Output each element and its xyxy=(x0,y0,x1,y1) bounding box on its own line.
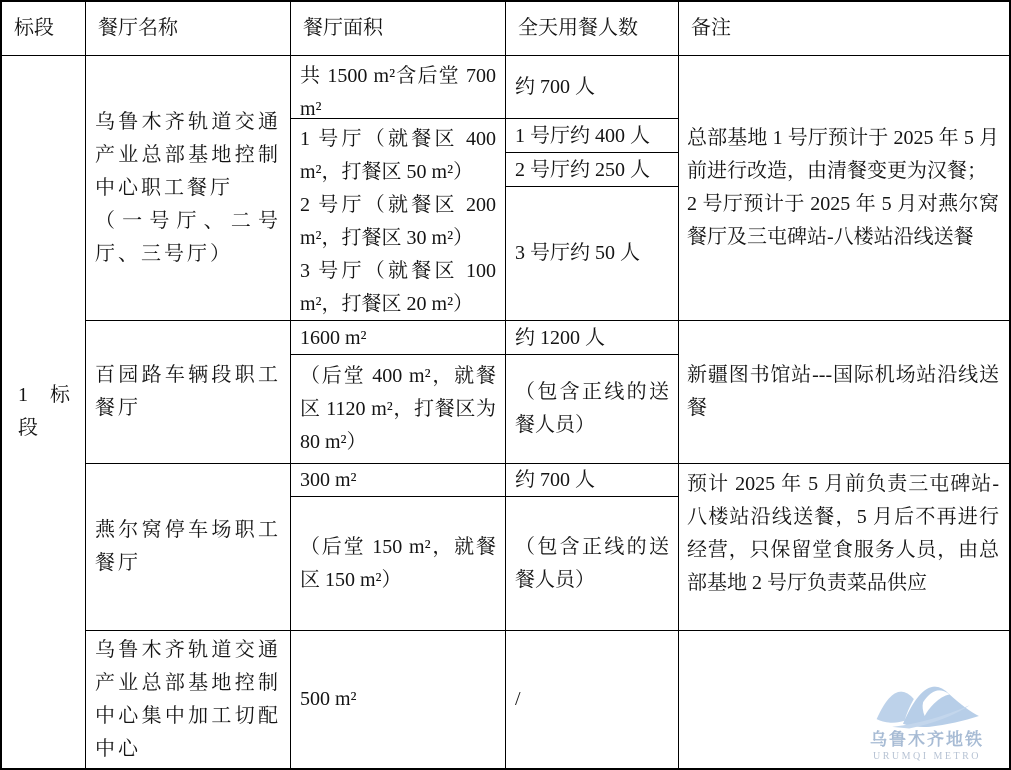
row2-diners-total-cell xyxy=(506,321,679,355)
row1-remark-p1: 总部基地 1 号厅预计于 2025 年 5 月前进行改造，由清餐变更为汉餐； xyxy=(687,127,999,182)
row2-name: 百园路车辆段职工餐厅 xyxy=(95,364,281,419)
row3-remarks-cell xyxy=(679,464,1009,631)
row4-diners-total: / xyxy=(515,688,521,710)
row1-remarks-cell xyxy=(679,56,1009,321)
row2-diners-detail: （包含正线的送餐人员） xyxy=(515,381,669,436)
row3-diners-total-cell xyxy=(506,464,679,497)
row3-diners-detail-cell xyxy=(506,497,679,631)
row3-area-total: 300 m² xyxy=(300,468,357,491)
row3-name: 燕尔窝停车场职工餐厅 xyxy=(95,519,281,574)
section-1-cell xyxy=(2,56,86,768)
row1-remark-p2: 2 号厅预计于 2025 年 5 月对燕尔窝餐厅及三屯碑站-八楼站沿线送餐 xyxy=(687,193,999,248)
row3-diners-detail: （包含正线的送餐人员） xyxy=(515,535,669,591)
row2-name-cell xyxy=(86,321,291,464)
row1-diners-total-cell xyxy=(506,56,679,119)
row4-diners-cell xyxy=(506,631,679,768)
row2-remarks-cell xyxy=(679,321,1009,464)
row1-area-total-cell xyxy=(291,56,506,119)
row4-area-cell xyxy=(291,631,506,768)
header-restaurant-name-label: 餐厅名称 xyxy=(98,17,178,39)
header-daily-diners-label: 全天用餐人数 xyxy=(518,17,638,39)
row2-area-total-cell xyxy=(291,321,506,355)
row3-area-total-cell xyxy=(291,464,506,497)
header-section xyxy=(2,2,86,56)
row3-diners-total: 约 700 人 xyxy=(515,468,595,491)
row1-diners-hall2: 2 号厅约 250 人 xyxy=(515,158,650,181)
header-section-label: 标段 xyxy=(14,17,54,39)
row3-name-cell xyxy=(86,464,291,631)
row2-area-total: 1600 m² xyxy=(300,326,367,349)
row1-diners-total: 约 700 人 xyxy=(515,75,595,98)
watermark-en-text: URUMQI METRO xyxy=(872,751,982,762)
row2-remark: 新疆图书馆站---国际机场站沿线送餐 xyxy=(687,364,999,419)
header-daily-diners xyxy=(506,2,679,56)
row1-diners-hall2-cell xyxy=(506,153,679,187)
row1-name-main: 乌鲁木齐轨道交通产业总部基地控制中心职工餐厅 xyxy=(95,110,281,199)
row2-area-detail: （后堂 400 m²，就餐区 1120 m²，打餐区为 80 m²） xyxy=(300,364,496,453)
header-restaurant-area xyxy=(291,2,506,56)
header-restaurant-area-label: 餐厅面积 xyxy=(303,17,383,39)
row3-area-detail: （后堂 150 m²，就餐区 150 m²） xyxy=(300,535,496,591)
header-remarks xyxy=(679,2,1009,56)
row1-diners-hall1-cell xyxy=(506,119,679,153)
row1-diners-hall1: 1 号厅约 400 人 xyxy=(515,124,650,147)
row1-name-sub: （一号厅、二号厅、三号厅） xyxy=(95,209,281,265)
urumqi-metro-watermark xyxy=(861,668,993,764)
row2-area-detail-cell xyxy=(291,355,506,464)
row1-area-hall3: 3 号厅（就餐区 100 m²，打餐区 20 m²） xyxy=(300,260,496,315)
header-remarks-label: 备注 xyxy=(691,17,731,39)
row4-area-total: 500 m² xyxy=(300,688,357,710)
row1-name-cell xyxy=(86,56,291,321)
row2-diners-detail-cell xyxy=(506,355,679,464)
row1-area-hall1: 1 号厅（就餐区 400 m²，打餐区 50 m²） xyxy=(300,128,496,183)
row4-remarks-cell xyxy=(679,631,1009,768)
row1-area-hall2: 2 号厅（就餐区 200 m²，打餐区 30 m²） xyxy=(300,194,496,249)
urumqi-metro-logo-icon xyxy=(868,668,986,730)
row4-name-cell xyxy=(86,631,291,768)
row1-area-total: 共 1500 m²含后堂 700 m² xyxy=(300,65,496,119)
row3-remark: 预计 2025 年 5 月前负责三屯碑站-八楼站沿线送餐，5 月后不再进行经营，只保留堂食服务人员，由总部基地 2 号厅负责菜品供应 xyxy=(687,473,999,594)
row1-diners-hall3-cell xyxy=(506,187,679,321)
row4-name: 乌鲁木齐轨道交通产业总部基地控制中心集中加工切配中心 xyxy=(95,638,281,760)
row2-diners-total: 约 1200 人 xyxy=(515,326,605,349)
watermark-cn-text: 乌鲁木齐地铁 xyxy=(870,730,984,749)
header-restaurant-name xyxy=(86,2,291,56)
row1-area-halls-cell xyxy=(291,119,506,321)
row3-area-detail-cell xyxy=(291,497,506,631)
section-1-label: 1 标段 xyxy=(18,384,70,439)
row1-diners-hall3: 3 号厅约 50 人 xyxy=(515,242,640,264)
